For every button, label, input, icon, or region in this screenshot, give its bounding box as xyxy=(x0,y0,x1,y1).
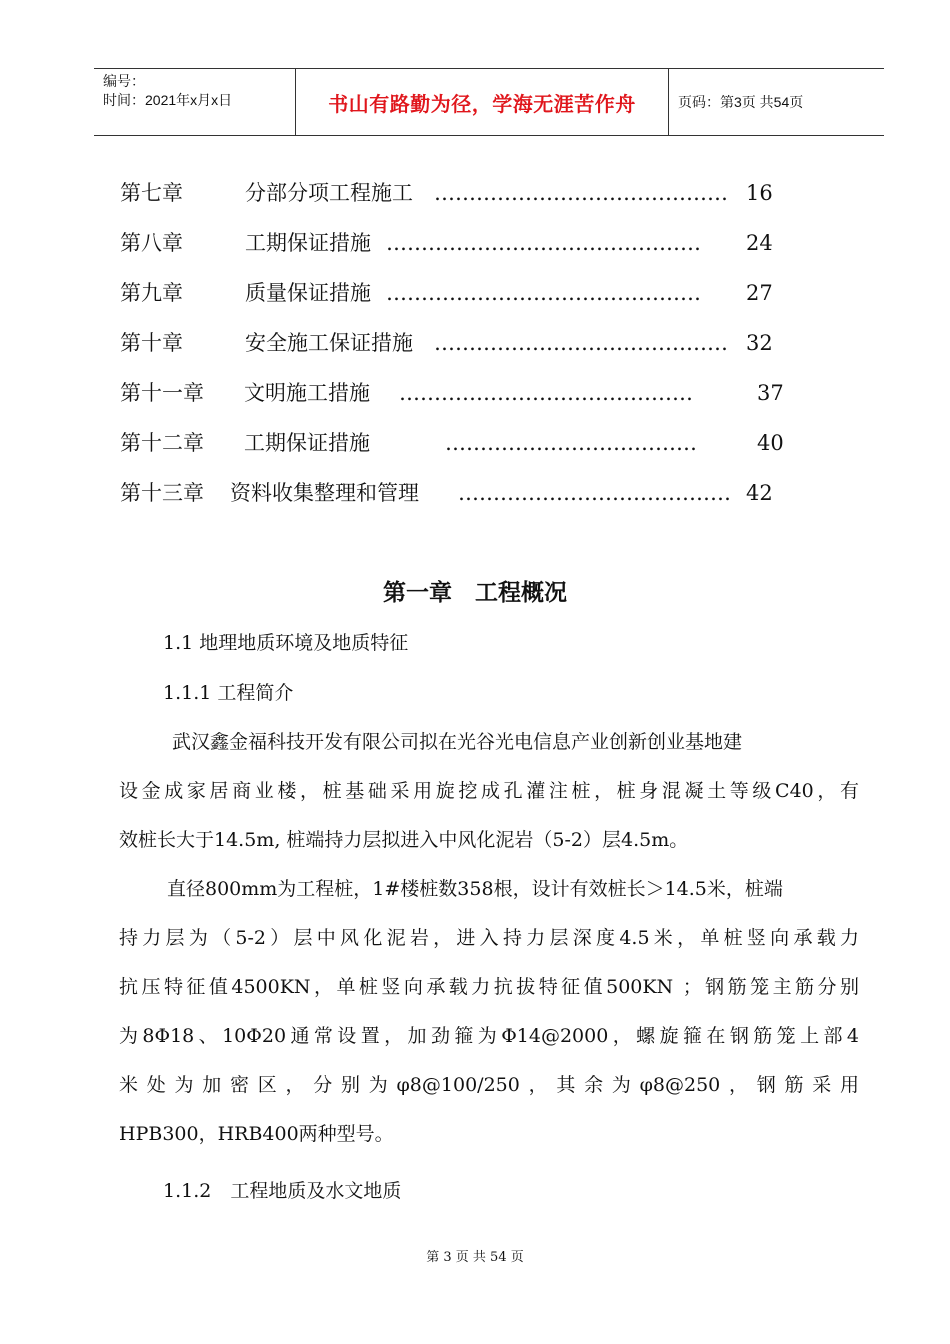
serial-label: 编号： xyxy=(103,73,145,89)
toc-leader: …………………………………… xyxy=(434,331,728,355)
toc-title: 文明施工措施 xyxy=(244,381,370,405)
toc-chapter: 第十三章 xyxy=(120,481,204,505)
toc-title: 分部分项工程施工 xyxy=(245,181,413,205)
text-line: 为8Φ18、10Φ20通常设置，加劲箍为Φ14@2000，螺旋箍在钢筋笼上部4 xyxy=(119,1025,859,1047)
toc-entry[interactable] xyxy=(120,324,820,374)
header-meta xyxy=(94,69,295,135)
toc-chapter: 第十二章 xyxy=(120,431,204,455)
toc-entry[interactable] xyxy=(120,374,820,424)
table-of-contents xyxy=(120,174,820,524)
section-heading-1-1-2: 1.1.2 工程地质及水文地质 xyxy=(163,1180,402,1202)
toc-chapter: 第八章 xyxy=(120,231,183,255)
toc-leader: …………………………………… xyxy=(399,381,693,405)
text-line: 持力层为（5-2）层中风化泥岩，进入持力层深度4.5米，单桩竖向承载力 xyxy=(119,927,859,949)
toc-title: 资料收集整理和管理 xyxy=(230,481,419,505)
toc-entry[interactable] xyxy=(120,224,820,274)
toc-page: 24 xyxy=(746,231,773,255)
section-heading-1-1: 1.1 地理地质环境及地质特征 xyxy=(163,632,409,654)
text-line: 设金成家居商业楼，桩基础采用旋挖成孔灌注桩，桩身混凝土等级C40，有 xyxy=(119,780,859,802)
text-line: 效桩长大于14.5m, 桩端持力层拟进入中风化泥岩（5-2）层4.5m。 xyxy=(119,829,689,851)
toc-title: 安全施工保证措施 xyxy=(245,331,413,355)
toc-page: 37 xyxy=(757,381,784,405)
text-line: 直径800mm为工程桩，1#楼桩数358根，设计有效桩长＞14.5米，桩端 xyxy=(167,878,783,900)
toc-chapter: 第七章 xyxy=(120,181,183,205)
toc-leader: ………………………………… xyxy=(458,481,731,505)
text-line: HPB300，HRB400两种型号。 xyxy=(119,1123,394,1145)
toc-entry[interactable] xyxy=(120,424,820,474)
header-motto: 书山有路勤为径，学海无涯苦作舟 xyxy=(328,91,636,116)
toc-leader: ……………………………………… xyxy=(386,231,701,255)
toc-entry[interactable] xyxy=(120,474,820,524)
toc-page: 40 xyxy=(757,431,784,455)
toc-leader: ……………………………………… xyxy=(386,281,701,305)
toc-chapter: 第十一章 xyxy=(120,381,204,405)
toc-entry[interactable] xyxy=(120,174,820,224)
toc-chapter: 第九章 xyxy=(120,281,183,305)
toc-title: 质量保证措施 xyxy=(245,281,371,305)
toc-page: 16 xyxy=(746,181,773,205)
text-line: 武汉鑫金福科技开发有限公司拟在光谷光电信息产业创新创业基地建 xyxy=(172,731,743,753)
text-line: 米处为加密区，分别为φ8@100/250，其余为φ8@250，钢筋采用 xyxy=(119,1074,859,1096)
paragraph-project-intro xyxy=(119,718,859,865)
toc-leader: ……………………………… xyxy=(445,431,697,455)
toc-page: 27 xyxy=(746,281,773,305)
time-label: 时间：2021年x月x日 xyxy=(103,92,233,108)
toc-leader: …………………………………… xyxy=(434,181,728,205)
toc-title: 工期保证措施 xyxy=(245,231,371,255)
header-motto-cell xyxy=(295,69,669,135)
header-page-info: 页码：第3页 共54页 xyxy=(678,94,804,110)
chapter-heading: 第一章 工程概况 xyxy=(383,580,567,606)
toc-page: 42 xyxy=(746,481,773,505)
page-footer: 第 3 页 共 54 页 xyxy=(426,1250,524,1265)
toc-chapter: 第十章 xyxy=(120,331,183,355)
header-page-info-cell xyxy=(669,69,884,135)
toc-entry[interactable] xyxy=(120,274,820,324)
toc-page: 32 xyxy=(746,331,773,355)
text-line: 抗压特征值4500KN，单桩竖向承载力抗拔特征值500KN ；钢筋笼主筋分别 xyxy=(119,976,859,998)
toc-title: 工期保证措施 xyxy=(244,431,370,455)
section-heading-1-1-1: 1.1.1 工程简介 xyxy=(163,682,294,704)
page-header xyxy=(94,68,884,136)
paragraph-pile-specs xyxy=(119,865,859,1159)
